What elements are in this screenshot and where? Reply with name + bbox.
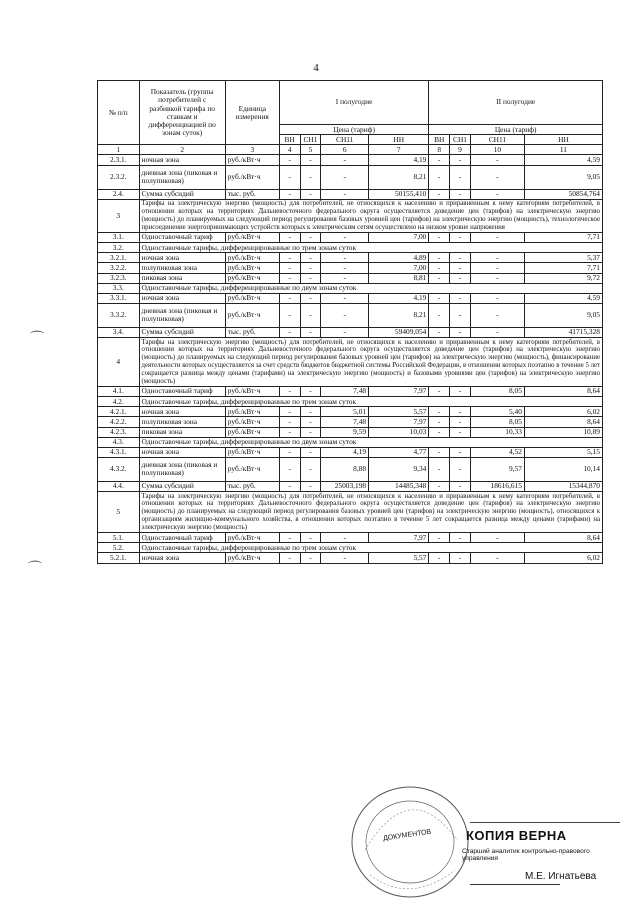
table-row <box>98 437 603 447</box>
header-price-1: Цена (тариф) <box>279 125 429 135</box>
table-row <box>98 427 603 437</box>
row-number: 3.3.1. <box>98 293 140 303</box>
header-half-1: I полугодие <box>279 81 429 125</box>
tariff-value: - <box>450 533 471 543</box>
tariff-value: - <box>429 293 450 303</box>
tariff-value: - <box>279 457 300 481</box>
column-number: 7 <box>369 145 429 155</box>
signer-name: М.Е. Игнатьева <box>525 871 597 882</box>
column-numbers-row <box>98 145 603 155</box>
tariff-value: 5,40 <box>470 407 524 417</box>
row-unit: руб./кВт·ч <box>225 165 279 189</box>
row-number: 5 <box>98 492 140 533</box>
tariff-value: 9,05 <box>524 303 602 327</box>
header-level: ВН <box>429 135 450 145</box>
table-row <box>98 327 603 337</box>
tariff-value: - <box>450 293 471 303</box>
row-indicator: ночная зона <box>139 293 225 303</box>
header-unit: Единица измерения <box>225 81 279 145</box>
tariff-value: - <box>450 553 471 563</box>
tariff-value: - <box>429 481 450 491</box>
column-number: 1 <box>98 145 140 155</box>
table-row <box>98 543 603 553</box>
column-number: 8 <box>429 145 450 155</box>
tariff-value: - <box>429 447 450 457</box>
tariff-value: - <box>470 273 524 283</box>
tariff-value: - <box>470 165 524 189</box>
row-number: 4.2. <box>98 397 140 407</box>
row-unit: руб./кВт·ч <box>225 457 279 481</box>
table-header <box>98 81 603 155</box>
tariff-value: 9,34 <box>369 457 429 481</box>
tariff-value: 8,64 <box>524 533 602 543</box>
tariff-value: - <box>300 155 321 165</box>
tariff-value: - <box>300 457 321 481</box>
tariff-value: - <box>321 293 369 303</box>
row-number: 4.2.2. <box>98 417 140 427</box>
table-row <box>98 155 603 165</box>
tariff-value: 5,15 <box>524 447 602 457</box>
column-number: 9 <box>450 145 471 155</box>
row-number: 5.2.1. <box>98 553 140 563</box>
tariff-value: 5,37 <box>524 253 602 263</box>
table-row <box>98 273 603 283</box>
tariff-value: 8,21 <box>369 303 429 327</box>
tariff-value: - <box>450 481 471 491</box>
tariff-table <box>97 80 603 564</box>
tariff-value: - <box>429 273 450 283</box>
table-row <box>98 338 603 387</box>
tariff-value: - <box>450 327 471 337</box>
row-indicator: ночная зона <box>139 553 225 563</box>
tariff-value: 5,01 <box>321 407 369 417</box>
tariff-value: 4,52 <box>470 447 524 457</box>
row-indicator: Сумма субсидий <box>139 327 225 337</box>
table-row <box>98 533 603 543</box>
tariff-value: - <box>279 481 300 491</box>
row-indicator: пиковая зона <box>139 427 225 437</box>
row-number: 3.1. <box>98 232 140 242</box>
table-row <box>98 293 603 303</box>
tariff-value: - <box>470 533 524 543</box>
row-indicator: Сумма субсидий <box>139 481 225 491</box>
tariff-value: - <box>279 427 300 437</box>
tariff-value: - <box>450 155 471 165</box>
tariff-value: 10,03 <box>369 427 429 437</box>
table-row <box>98 165 603 189</box>
tariff-value: 5,57 <box>369 553 429 563</box>
tariff-value: 9,05 <box>524 165 602 189</box>
tariff-value: 7,00 <box>369 232 429 242</box>
tariff-value: - <box>279 417 300 427</box>
tariff-value: - <box>470 189 524 199</box>
tariff-value: - <box>429 263 450 273</box>
table-row <box>98 232 603 242</box>
copy-certified-title: КОПИЯ ВЕРНА <box>466 828 567 843</box>
tariff-value: 18616,615 <box>470 481 524 491</box>
row-indicator: ночная зона <box>139 155 225 165</box>
header-level: НН <box>369 135 429 145</box>
row-number: 4 <box>98 338 140 387</box>
row-number: 4.1. <box>98 386 140 396</box>
tariff-value: - <box>321 232 369 242</box>
tariff-value: 14485,348 <box>369 481 429 491</box>
header-half-2: II полугодие <box>429 81 603 125</box>
tariff-value: - <box>300 533 321 543</box>
tariff-value: - <box>321 155 369 165</box>
tariff-value: 41715,328 <box>524 327 602 337</box>
tariff-value: 10,14 <box>524 457 602 481</box>
tariff-value: 4,19 <box>369 293 429 303</box>
tariff-value: - <box>300 293 321 303</box>
tariff-value: 9,59 <box>321 427 369 437</box>
tariff-value: 10,33 <box>470 427 524 437</box>
tariff-value: - <box>429 189 450 199</box>
row-unit: руб./кВт·ч <box>225 155 279 165</box>
tariff-value: - <box>279 155 300 165</box>
subsection-title: Одноставочные тарифы, дифференцированные по трем зонам суток <box>139 397 602 407</box>
tariff-value: - <box>279 263 300 273</box>
table-row <box>98 283 603 293</box>
tariff-value: 15344,870 <box>524 481 602 491</box>
tariff-value: - <box>300 253 321 263</box>
row-unit: руб./кВт·ч <box>225 303 279 327</box>
tariff-value: - <box>429 553 450 563</box>
tariff-value: 10,89 <box>524 427 602 437</box>
tariff-value: 8,05 <box>470 386 524 396</box>
tariff-value: 8,81 <box>369 273 429 283</box>
tariff-value: - <box>300 232 321 242</box>
tariff-value: - <box>450 407 471 417</box>
tariff-value: - <box>279 553 300 563</box>
tariff-value: - <box>279 533 300 543</box>
column-number: 5 <box>300 145 321 155</box>
tariff-value: - <box>300 407 321 417</box>
margin-mark-icon: ⌒ <box>30 332 44 347</box>
header-level: СН11 <box>321 135 369 145</box>
row-unit: руб./кВт·ч <box>225 273 279 283</box>
row-unit: руб./кВт·ч <box>225 253 279 263</box>
tariff-value: - <box>470 232 524 242</box>
tariff-value: - <box>429 457 450 481</box>
column-number: 6 <box>321 145 369 155</box>
tariff-value: 4,19 <box>369 155 429 165</box>
row-unit: руб./кВт·ч <box>225 533 279 543</box>
tariff-value: - <box>279 293 300 303</box>
row-number: 4.3.1. <box>98 447 140 457</box>
tariff-value: - <box>429 533 450 543</box>
tariff-value: - <box>300 481 321 491</box>
row-number: 3 <box>98 199 140 232</box>
row-number: 2.3.1. <box>98 155 140 165</box>
margin-mark-icon: ⌒ <box>28 562 42 577</box>
row-unit: тыс. руб. <box>225 327 279 337</box>
row-number: 4.2.1. <box>98 407 140 417</box>
table-row <box>98 481 603 491</box>
tariff-value: - <box>470 253 524 263</box>
tariff-value: - <box>429 155 450 165</box>
tariff-value: - <box>450 417 471 427</box>
row-number: 5.2. <box>98 543 140 553</box>
tariff-value: - <box>321 303 369 327</box>
tariff-value: - <box>450 273 471 283</box>
tariff-value: 9,57 <box>470 457 524 481</box>
tariff-value: - <box>279 232 300 242</box>
tariff-value: - <box>321 553 369 563</box>
row-number: 3.2. <box>98 243 140 253</box>
tariff-value: - <box>450 303 471 327</box>
row-number: 4.4. <box>98 481 140 491</box>
row-number: 3.3. <box>98 283 140 293</box>
stamp-line <box>470 822 620 823</box>
tariff-value: - <box>429 165 450 189</box>
tariff-value: - <box>429 232 450 242</box>
tariff-value: - <box>300 303 321 327</box>
tariff-value: - <box>470 327 524 337</box>
row-number: 3.4. <box>98 327 140 337</box>
copy-certified-subtitle: Старший аналитик контрольно-правового управления <box>462 848 590 862</box>
row-number: 5.1. <box>98 533 140 543</box>
round-stamp-icon <box>345 780 475 905</box>
subsection-title: Одноставочные тарифы, дифференцированные по двум зонам суток <box>139 437 602 447</box>
tariff-value: - <box>450 427 471 437</box>
tariff-value: - <box>300 327 321 337</box>
table-row <box>98 417 603 427</box>
header-level: СН11 <box>470 135 524 145</box>
row-indicator: Одноставочный тариф <box>139 533 225 543</box>
table-row <box>98 199 603 232</box>
header-level: СН1 <box>300 135 321 145</box>
tariff-value: 50854,764 <box>524 189 602 199</box>
tariff-value: - <box>300 427 321 437</box>
tariff-value: - <box>450 189 471 199</box>
header-price-2: Цена (тариф) <box>429 125 603 135</box>
row-indicator: пиковая зона <box>139 273 225 283</box>
table-row <box>98 303 603 327</box>
row-number: 3.2.3. <box>98 273 140 283</box>
table-row <box>98 457 603 481</box>
column-number: 4 <box>279 145 300 155</box>
tariff-value: - <box>300 165 321 189</box>
tariff-value: - <box>279 327 300 337</box>
column-number: 11 <box>524 145 602 155</box>
table-row <box>98 492 603 533</box>
tariff-value: - <box>470 155 524 165</box>
tariff-value: 25003,198 <box>321 481 369 491</box>
column-number: 3 <box>225 145 279 155</box>
stamp-round-text: ДОКУМЕНТОВ <box>382 828 432 843</box>
tariff-value: 4,59 <box>524 155 602 165</box>
tariff-value: - <box>450 253 471 263</box>
row-unit: руб./кВт·ч <box>225 386 279 396</box>
row-indicator: ночная зона <box>139 447 225 457</box>
tariff-value: 59409,054 <box>369 327 429 337</box>
tariff-value: - <box>429 253 450 263</box>
tariff-value: 6,02 <box>524 407 602 417</box>
tariff-value: - <box>321 189 369 199</box>
header-indicator: Показатель (группы потребителей с разбивкой тарифа по ставкам и дифференциацией по зонам суток) <box>139 81 225 145</box>
tariff-value: - <box>321 263 369 273</box>
tariff-value: - <box>450 165 471 189</box>
tariff-value: 8,64 <box>524 417 602 427</box>
row-indicator: полупиковая зона <box>139 263 225 273</box>
row-indicator: ночная зона <box>139 407 225 417</box>
tariff-value: 7,48 <box>321 417 369 427</box>
subsection-title: Одноставочные тарифы, дифференцированные по двум зонам суток <box>139 283 602 293</box>
tariff-value: - <box>470 293 524 303</box>
tariff-value: - <box>300 447 321 457</box>
row-unit: руб./кВт·ч <box>225 232 279 242</box>
section-description: Тарифы на электрическую энергию (мощность) для потребителей, не относящихся к населению и приравненным к нему категориям потребителей, в отношении которых на территориях Дальневосточного федерального округа осуществляется доведение цен (тарифов) на электрическую энергию (мощность) до планируемых на следующий период регулирования базовых уровней цен (тарифов) на электрическую энергию (мощность), финансирование деятельности которых осуществляется за счет средств бюджетов бюджетной системы Российской Федерации, в отношении которых поэтапно в течение 5 лет сокращается разница между ценами (тарифами) на электрическую энергию (мощность) и базовыми уровнями цен (тарифов) на электрическую энергию (мощность) <box>139 338 602 387</box>
row-indicator: дневная зона (пиковая и полупиковая) <box>139 457 225 481</box>
tariff-value: 7,97 <box>369 533 429 543</box>
tariff-value: 7,48 <box>321 386 369 396</box>
row-indicator: дневная зона (пиковая и полупиковая) <box>139 303 225 327</box>
tariff-value: - <box>321 165 369 189</box>
tariff-value: 4,89 <box>369 253 429 263</box>
section-description: Тарифы на электрическую энергию (мощность) для потребителей, не относящихся к населению и приравненным к нему категориям потребителей, в отношении которых на территориях Дальневосточного федерального округа осуществляется доведение цен (тарифов) на электрическую энергию (мощность) до планируемых на следующий период регулирования базовых уровней цен (тарифов) на электрическую энергию (мощность), относящихся к организациям жилищно-коммунального хозяйства, в отношении которых поэтапно в течение 5 лет сокращается разница между ценами (тарифами) на электрическую энергию (мощность) <box>139 492 602 533</box>
row-unit: руб./кВт·ч <box>225 553 279 563</box>
tariff-value: - <box>300 553 321 563</box>
subsection-title: Одноставочные тарифы, дифференцированные по трем зонам суток <box>139 243 602 253</box>
row-indicator: Сумма субсидий <box>139 189 225 199</box>
column-number: 10 <box>470 145 524 155</box>
row-number: 4.3.2. <box>98 457 140 481</box>
row-number: 3.3.2. <box>98 303 140 327</box>
row-indicator: полупиковая зона <box>139 417 225 427</box>
table-row <box>98 189 603 199</box>
header-level: СН1 <box>450 135 471 145</box>
row-unit: руб./кВт·ч <box>225 407 279 417</box>
tariff-value: - <box>321 327 369 337</box>
tariff-value: - <box>470 553 524 563</box>
tariff-value: - <box>429 427 450 437</box>
table-row <box>98 386 603 396</box>
tariff-value: 50155,410 <box>369 189 429 199</box>
tariff-value: 7,00 <box>369 263 429 273</box>
row-number: 3.2.2. <box>98 263 140 273</box>
tariff-value: - <box>279 303 300 327</box>
table-row <box>98 447 603 457</box>
tariff-value: 5,57 <box>369 407 429 417</box>
tariff-value: 7,97 <box>369 417 429 427</box>
tariff-value: 8,64 <box>524 386 602 396</box>
row-number: 4.2.3. <box>98 427 140 437</box>
tariff-value: - <box>429 386 450 396</box>
column-number: 2 <box>139 145 225 155</box>
row-indicator: дневная зона (пиковая и полупиковая) <box>139 165 225 189</box>
table-row <box>98 407 603 417</box>
row-number: 4.3. <box>98 437 140 447</box>
tariff-value: 8,88 <box>321 457 369 481</box>
tariff-value: - <box>429 327 450 337</box>
row-unit: руб./кВт·ч <box>225 447 279 457</box>
tariff-value: - <box>450 263 471 273</box>
row-unit: руб./кВт·ч <box>225 263 279 273</box>
tariff-value: 9,72 <box>524 273 602 283</box>
tariff-value: - <box>300 386 321 396</box>
tariff-value: - <box>279 386 300 396</box>
tariff-value: - <box>321 533 369 543</box>
row-unit: тыс. руб. <box>225 481 279 491</box>
tariff-value: - <box>450 232 471 242</box>
tariff-value: - <box>279 253 300 263</box>
tariff-value: - <box>450 457 471 481</box>
tariff-value: 4,59 <box>524 293 602 303</box>
header-num: № п/п <box>98 81 140 145</box>
table-row <box>98 553 603 563</box>
tariff-value: 7,97 <box>369 386 429 396</box>
tariff-value: 6,02 <box>524 553 602 563</box>
tariff-value: 7,71 <box>524 263 602 273</box>
row-unit: тыс. руб. <box>225 189 279 199</box>
table-row <box>98 243 603 253</box>
row-indicator: ночная зона <box>139 253 225 263</box>
header-level: ВН <box>279 135 300 145</box>
table-row <box>98 253 603 263</box>
tariff-value: - <box>279 447 300 457</box>
tariff-value: - <box>279 165 300 189</box>
tariff-value: - <box>429 407 450 417</box>
header-level: НН <box>524 135 602 145</box>
tariff-value: - <box>470 303 524 327</box>
tariff-value: 4,19 <box>321 447 369 457</box>
tariff-value: - <box>470 263 524 273</box>
row-indicator: Одноставочный тариф <box>139 386 225 396</box>
row-number: 2.3.2. <box>98 165 140 189</box>
tariff-value: - <box>279 273 300 283</box>
tariff-value: - <box>429 417 450 427</box>
tariff-value: - <box>300 273 321 283</box>
tariff-value: - <box>300 263 321 273</box>
tariff-value: - <box>321 273 369 283</box>
tariff-value: 4,77 <box>369 447 429 457</box>
page-number: 4 <box>313 62 319 74</box>
tariff-value: - <box>279 407 300 417</box>
tariff-value: - <box>300 417 321 427</box>
subsection-title: Одноставочные тарифы, дифференцированные по трем зонам суток <box>139 543 602 553</box>
row-indicator: Одноставочный тариф <box>139 232 225 242</box>
signature-line <box>470 884 560 885</box>
row-unit: руб./кВт·ч <box>225 427 279 437</box>
row-unit: руб./кВт·ч <box>225 293 279 303</box>
row-number: 2.4. <box>98 189 140 199</box>
tariff-value: - <box>450 386 471 396</box>
section-description: Тарифы на электрическую энергию (мощность) для потребителей, не относящихся к населению и приравненным к нему категориям потребителей, в отношении которых на территориях Дальневосточного федерального округа осуществляется доведение цен (тарифов) на электрическую энергию (мощность) до планируемых на следующий период регулирования базовых уровней цен (тарифов) на электрическую энергию (мощность), технологическое присоединение энергопринимающих устройств которых к электрическим сетям осуществлено на низком уровне напряжения <box>139 199 602 232</box>
row-number: 3.2.1. <box>98 253 140 263</box>
table-body <box>98 155 603 563</box>
row-unit: руб./кВт·ч <box>225 417 279 427</box>
tariff-value: - <box>300 189 321 199</box>
tariff-value: - <box>429 303 450 327</box>
table-row <box>98 397 603 407</box>
tariff-value: 8,05 <box>470 417 524 427</box>
tariff-value: - <box>279 189 300 199</box>
tariff-value: 7,71 <box>524 232 602 242</box>
tariff-value: 8,21 <box>369 165 429 189</box>
table-row <box>98 263 603 273</box>
tariff-value: - <box>321 253 369 263</box>
tariff-value: - <box>450 447 471 457</box>
